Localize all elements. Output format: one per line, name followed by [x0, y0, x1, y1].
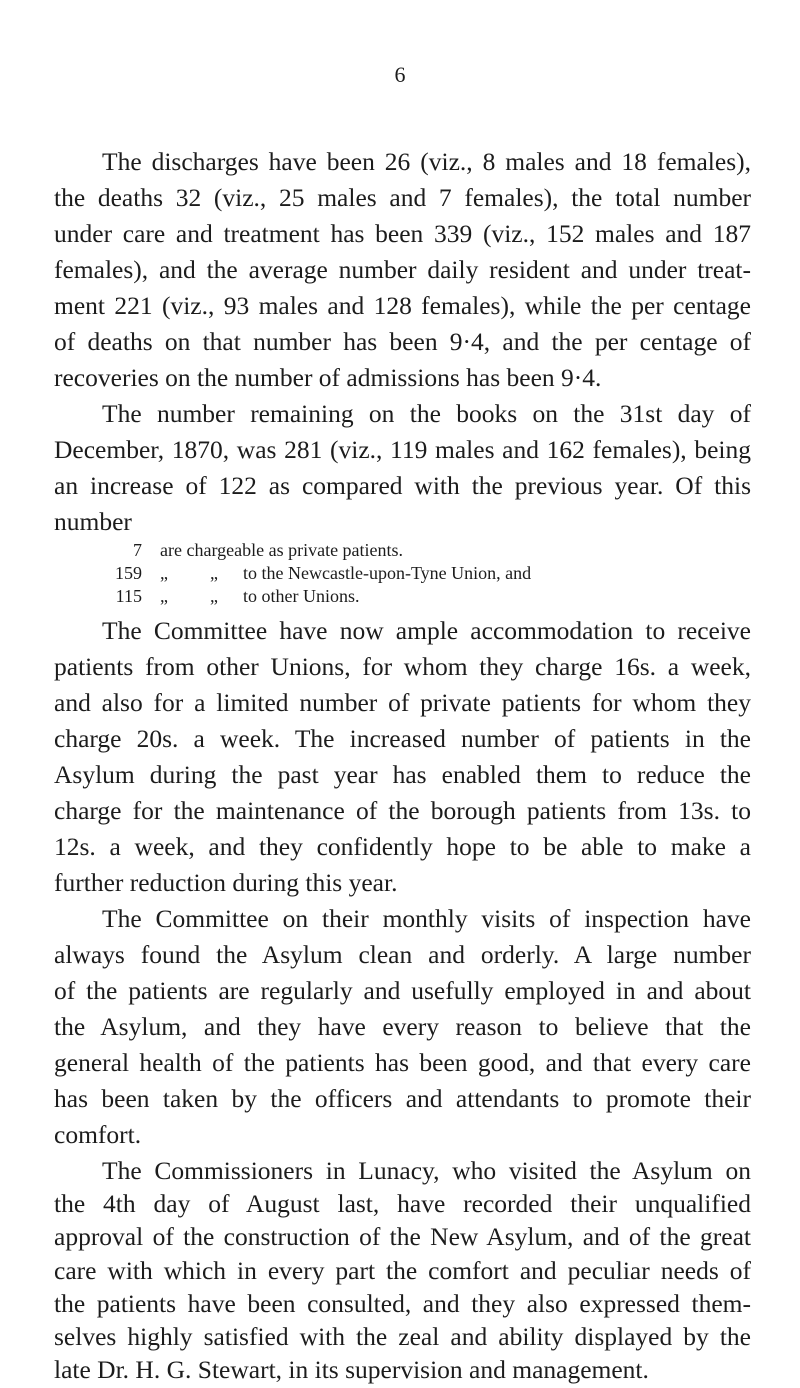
- paragraph-3-line: charge 20s. a week. The increased number of patients in the: [54, 724, 751, 753]
- paragraph-4-line: general health of the patients has been good, and that every care: [54, 1048, 751, 1077]
- paragraph-3-line: further reduction during this year.: [54, 868, 398, 897]
- paragraph-5-line: late Dr. H. G. Stewart, in its supervision and management.: [54, 1355, 649, 1385]
- paragraph-3-line: patients from other Unions, for whom they charge 16s. a week,: [54, 652, 751, 681]
- paragraph-5-line: the 4th day of August last, have recorded their unqualified: [54, 1189, 751, 1219]
- breakdown-text: to the Newcastle-upon-Tyne Union, and: [243, 563, 532, 583]
- paragraph-4-line: The Committee on their monthly visits of inspection have: [102, 904, 751, 933]
- paragraph-5-line: approval of the construction of the New Asylum, and of the great: [54, 1222, 751, 1252]
- paragraph-2-line: The number remaining on the books on the 31st day of: [102, 399, 751, 428]
- paragraph-1-line: under care and treatment has been 339 (viz., 152 males and 187: [54, 219, 751, 248]
- paragraph-1-line: females), and the average number daily resident and under treat-: [54, 255, 751, 284]
- paragraph-3-line: 12s. a week, and they confidently hope to be able to make a: [54, 832, 751, 861]
- paragraph-3-line: and also for a limited number of private patients for whom they: [54, 688, 751, 717]
- paragraph-1-line: ment 221 (viz., 93 males and 128 females), while the per centage: [54, 291, 751, 320]
- ditto-mark: „: [210, 586, 218, 606]
- paragraph-4-line: has been taken by the officers and attendants to promote their: [54, 1084, 751, 1113]
- page-number: 6: [394, 62, 406, 87]
- breakdown-text: to other Unions.: [243, 586, 360, 606]
- paragraph-1-line: recoveries on the number of admissions has been 9·4.: [54, 363, 602, 392]
- paragraph-5-line: the patients have been consulted, and they also expressed them-: [54, 1288, 751, 1318]
- paragraph-4-line: comfort.: [54, 1120, 142, 1149]
- paragraph-1-line: The discharges have been 26 (viz., 8 males and 18 females),: [102, 147, 751, 176]
- breakdown-text: are chargeable as private patients.: [160, 540, 404, 560]
- paragraph-5-line: selves highly satisfied with the zeal and ability displayed by the: [54, 1322, 751, 1351]
- paragraph-4-line: the Asylum, and they have every reason to believe that the: [54, 1012, 751, 1041]
- paragraph-1-line: the deaths 32 (viz., 25 males and 7 females), the total number: [54, 183, 751, 212]
- paragraph-2-line: December, 1870, was 281 (viz., 119 males and 162 females), being: [54, 435, 751, 464]
- paragraph-1-line: of deaths on that number has been 9·4, and the per centage of: [54, 327, 751, 356]
- breakdown-count: 159: [115, 563, 142, 583]
- paragraph-3-line: Asylum during the past year has enabled them to reduce the: [54, 760, 751, 789]
- paragraph-3-line: The Committee have now ample accommodation to receive: [102, 616, 751, 645]
- paragraph-2-line: an increase of 122 as compared with the previous year. Of this: [54, 471, 751, 500]
- breakdown-count: 115: [115, 586, 142, 606]
- ditto-mark: „: [160, 563, 168, 583]
- breakdown-count: 7: [133, 540, 142, 560]
- paragraph-3-line: charge for the maintenance of the borough patients from 13s. to: [54, 796, 751, 825]
- paragraph-4-line: of the patients are regularly and usefully employed in and about: [54, 976, 751, 1005]
- paragraph-4-line: always found the Asylum clean and orderly. A large number: [54, 940, 751, 969]
- paragraph-5-line: The Commissioners in Lunacy, who visited the Asylum on: [102, 1156, 751, 1185]
- ditto-mark: „: [160, 586, 168, 606]
- paragraph-2-line: number: [54, 507, 132, 536]
- ditto-mark: „: [210, 563, 218, 583]
- paragraph-5-line: care with which in every part the comfort and peculiar needs of: [54, 1255, 751, 1285]
